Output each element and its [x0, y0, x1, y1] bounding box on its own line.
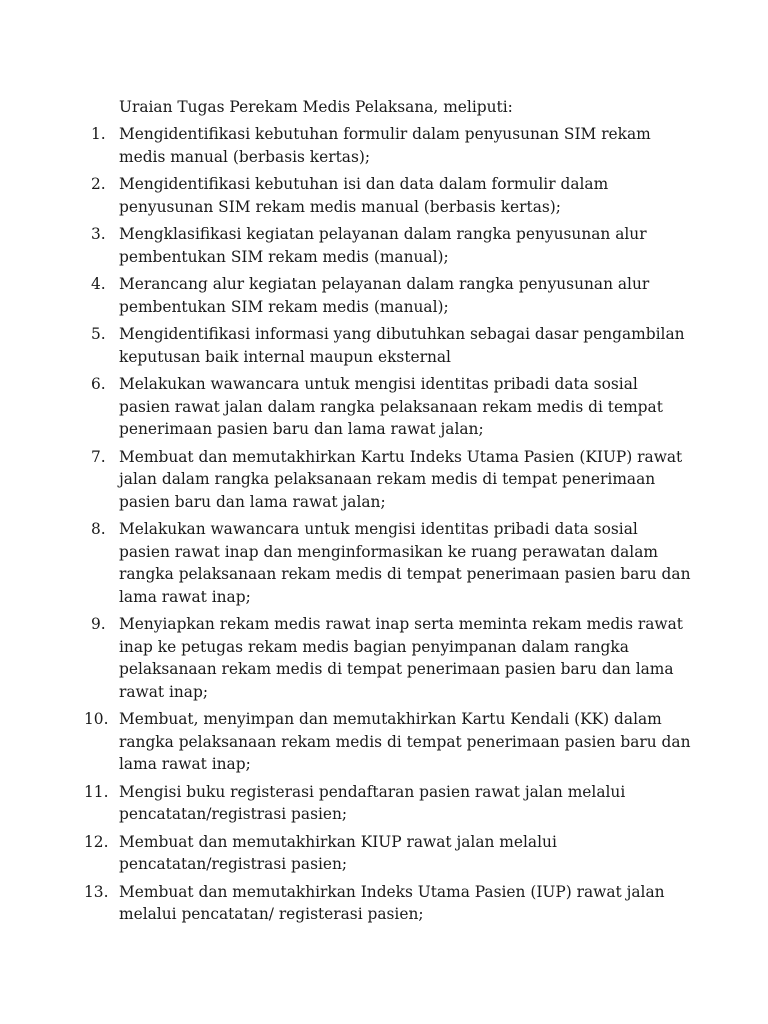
list-item-line: jalan dalam rangka pelaksanaan rekam medis di tempat penerimaan: [119, 470, 656, 488]
list-item-line: Mengidentifikasi kebutuhan formulir dalam penyusunan SIM rekam: [119, 125, 651, 143]
list-item-line: Mengidentifikasi informasi yang dibutuhkan sebagai dasar pengambilan: [119, 325, 685, 343]
list-item-line: Membuat, menyimpan dan memutakhirkan Kartu Kendali (KK) dalam: [119, 710, 662, 728]
list-item-number: 10.: [84, 710, 109, 728]
list-item-line: lama rawat inap;: [119, 755, 251, 773]
list-item-line: penerimaan pasien baru dan lama rawat jalan;: [119, 420, 484, 438]
list-item-line: pasien rawat inap dan menginformasikan ke ruang perawatan dalam: [119, 542, 658, 561]
list-item-number: 12.: [84, 832, 109, 851]
list-item-line: pasien baru dan lama rawat jalan;: [119, 492, 386, 511]
list-item-line: lama rawat inap;: [119, 587, 251, 606]
list-item: [0, 446, 683, 514]
list-item: [0, 881, 671, 926]
list-item: [0, 123, 671, 168]
list-item-line: penyusunan SIM rekam medis manual (berbasis kertas);: [119, 197, 561, 216]
list-item-line: Membuat dan memutakhirkan Indeks Utama Pasien (IUP) rawat jalan: [119, 882, 665, 901]
list-item-line: pelaksanaan rekam medis di tempat penerimaan pasien baru dan lama: [119, 660, 674, 678]
list-item-line: rangka pelaksanaan rekam medis di tempat penerimaan pasien baru dan: [119, 732, 691, 751]
list-item-line: medis manual (berbasis kertas);: [119, 147, 371, 166]
list-item-line: pembentukan SIM rekam medis (manual);: [119, 247, 449, 266]
list-item: [0, 708, 691, 776]
list-item-line: Merancang alur kegiatan pelayanan dalam rangka penyusunan alur: [119, 275, 650, 293]
list-item-number: 1.: [91, 125, 106, 143]
list-item-number: 9.: [91, 615, 106, 633]
list-item-line: Menyiapkan rekam medis rawat inap serta meminta rekam medis rawat: [119, 615, 683, 633]
list-item-line: Melakukan wawancara untuk mengisi identitas pribadi data sosial: [119, 375, 638, 393]
intro-heading: Uraian Tugas Perekam Medis Pelaksana, meliputi:: [119, 98, 513, 116]
list-item: [0, 373, 671, 441]
list-item: [0, 323, 685, 368]
list-item-line: pencatatan/registrasi pasien;: [119, 805, 348, 823]
list-item-line: pencatatan/registrasi pasien;: [119, 855, 348, 873]
list-item-line: keputusan baik internal maupun eksternal: [119, 347, 451, 366]
list-item-line: rawat inap;: [119, 682, 209, 701]
list-item-number: 7.: [91, 447, 106, 466]
list-item: [0, 223, 671, 268]
list-item-line: pembentukan SIM rekam medis (manual);: [119, 297, 449, 316]
list-item-line: Melakukan wawancara untuk mengisi identitas pribadi data sosial: [119, 520, 638, 538]
list-item-number: 3.: [91, 225, 106, 243]
list-item-number: 11.: [84, 782, 109, 801]
list-item-line: Mengklasifikasi kegiatan pelayanan dalam rangka penyusunan alur: [119, 225, 647, 243]
list-item-line: Mengidentifikasi kebutuhan isi dan data dalam formulir dalam: [119, 175, 609, 193]
list-item-line: Membuat dan memutakhirkan Kartu Indeks Utama Pasien (KIUP) rawat: [119, 447, 683, 466]
list-item-line: pasien rawat jalan dalam rangka pelaksanaan rekam medis di tempat: [119, 397, 663, 416]
list-item-line: rangka pelaksanaan rekam medis di tempat penerimaan pasien baru dan: [119, 565, 691, 583]
list-item-line: Membuat dan memutakhirkan KIUP rawat jalan melalui: [119, 832, 557, 851]
list-item: [0, 831, 671, 876]
list-item-number: 6.: [91, 375, 106, 393]
list-item-line: Mengisi buku registerasi pendaftaran pasien rawat jalan melalui: [119, 782, 626, 801]
list-item-line: inap ke petugas rekam medis bagian penyimpanan dalam rangka: [119, 637, 629, 656]
list-item: [0, 273, 671, 318]
list-item-number: 13.: [84, 882, 109, 901]
list-item-number: 5.: [91, 325, 106, 343]
task-list: [0, 123, 768, 931]
list-item: [0, 781, 671, 826]
list-item-number: 8.: [91, 520, 106, 538]
list-item: [0, 518, 691, 608]
list-item-line: melalui pencatatan/ registerasi pasien;: [119, 905, 424, 923]
list-item-number: 2.: [91, 175, 106, 193]
list-item: [0, 613, 683, 703]
list-item-number: 4.: [91, 275, 106, 293]
list-item: [0, 173, 671, 218]
